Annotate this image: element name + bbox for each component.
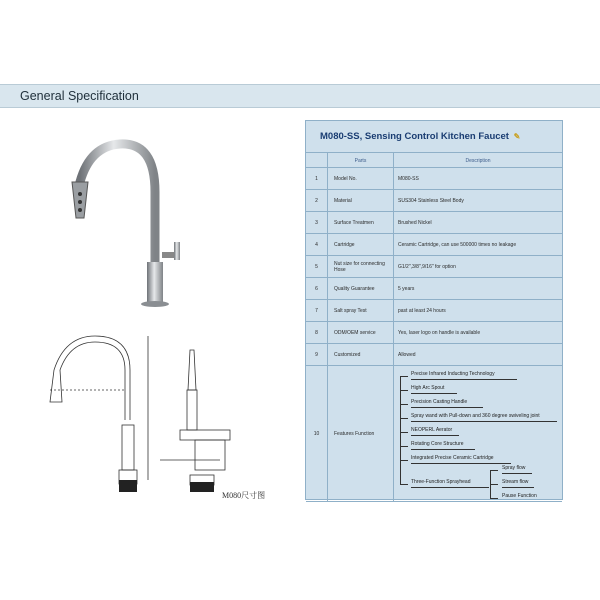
row-part: Model No. (328, 168, 394, 190)
header-description: Description (465, 157, 491, 164)
pencil-icon: ✎ (513, 132, 521, 141)
row-part: Cartridge (328, 234, 394, 256)
table-row (306, 167, 562, 190)
row-number: 3 (306, 212, 328, 234)
features-cell (394, 366, 562, 501)
feature-underline (411, 487, 489, 488)
feature-item: Three-Function Sprayhead (411, 479, 471, 485)
tree-branch (490, 470, 498, 471)
feature-underline (502, 473, 532, 474)
feature-item: Precision Casting Handle (411, 399, 468, 405)
row-number: 5 (306, 256, 328, 278)
row-description: Yes, laser logo on handle is available (398, 330, 481, 336)
row-number: 1 (306, 168, 328, 190)
row-number: 7 (306, 300, 328, 322)
tree-branch (400, 460, 408, 461)
feature-underline (411, 449, 475, 450)
section-title: General Specification (20, 89, 139, 103)
drawing-caption: M080尺寸图 (222, 491, 266, 500)
feature-underline (411, 463, 511, 464)
row-part: Customized (328, 344, 394, 366)
feature-item: NEOPERL Aerator (411, 427, 453, 433)
feature-item: High Arc Spout (411, 385, 445, 391)
spray-function: Pause Function (502, 493, 537, 499)
section-header-bar (0, 84, 600, 108)
table-row (306, 277, 562, 300)
row-number: 2 (306, 190, 328, 212)
feature-item: Spray wand with Pull-down and 360 degree swiveling joint (411, 413, 540, 419)
row-description: G1/2",3/8",9/16" for option (398, 264, 456, 270)
tree-branch (400, 432, 408, 433)
table-row (306, 255, 562, 278)
row-number: 9 (306, 344, 328, 366)
row-number: 10 (306, 366, 328, 501)
row-part: Quality Guarantee (328, 278, 394, 300)
row-part: Surface Treatmen (328, 212, 394, 234)
feature-underline (411, 435, 459, 436)
table-row (306, 211, 562, 234)
row-part: ODM/OEM service (328, 322, 394, 344)
feature-underline (411, 407, 483, 408)
row-part: Nut size for connecting Hose (328, 256, 394, 278)
table-row (306, 189, 562, 212)
table-row (306, 321, 562, 344)
row-number: 6 (306, 278, 328, 300)
feature-underline (502, 487, 534, 488)
row-description: past at least 24 hours (398, 308, 446, 314)
feature-underline (411, 393, 457, 394)
tree-branch (400, 376, 408, 377)
row-description: Brushed Nickel (398, 220, 432, 226)
feature-underline (411, 379, 517, 380)
faucet-photo (50, 122, 260, 322)
tree-branch (400, 484, 408, 485)
row-number: 4 (306, 234, 328, 256)
tree-branch (400, 418, 408, 419)
header-no (306, 153, 328, 168)
table-header-row (306, 152, 562, 168)
spray-function: Spray flow (502, 465, 526, 471)
row-description: SUS304 Stainless Steel Body (398, 198, 464, 204)
table-row (306, 233, 562, 256)
table-row-features (306, 365, 562, 502)
table-row (306, 343, 562, 366)
dimension-drawing (30, 330, 280, 510)
row-part: Salt spray Test (328, 300, 394, 322)
tree-branch (400, 404, 408, 405)
feature-item: Integrated Precise Ceramic Cartridge (411, 455, 494, 461)
spray-function: Stream flow (502, 479, 529, 485)
feature-item: Rotating Core Structure (411, 441, 464, 447)
tree-branch (400, 446, 408, 447)
tree-branch (490, 484, 498, 485)
row-part: Features Function (328, 366, 394, 501)
spec-title-text: M080-SS, Sensing Control Kitchen Faucet (320, 131, 509, 142)
feature-underline (411, 421, 557, 422)
feature-item: Precise Infrared Inducting Technology (411, 371, 495, 377)
row-description: Ceramic Cartridge, can use 500000 times no leakage (398, 242, 517, 248)
features-tree-trunk (400, 376, 401, 484)
tree-branch (490, 498, 498, 499)
header-parts: Parts (328, 153, 394, 168)
row-number: 8 (306, 322, 328, 344)
specification-table (305, 120, 563, 500)
tree-branch (400, 390, 408, 391)
row-part: Material (328, 190, 394, 212)
row-description: M080-SS (398, 176, 419, 182)
table-row (306, 299, 562, 322)
row-description: Allowed (398, 352, 416, 358)
spec-title (320, 131, 520, 142)
row-description: 5 years (398, 286, 415, 292)
